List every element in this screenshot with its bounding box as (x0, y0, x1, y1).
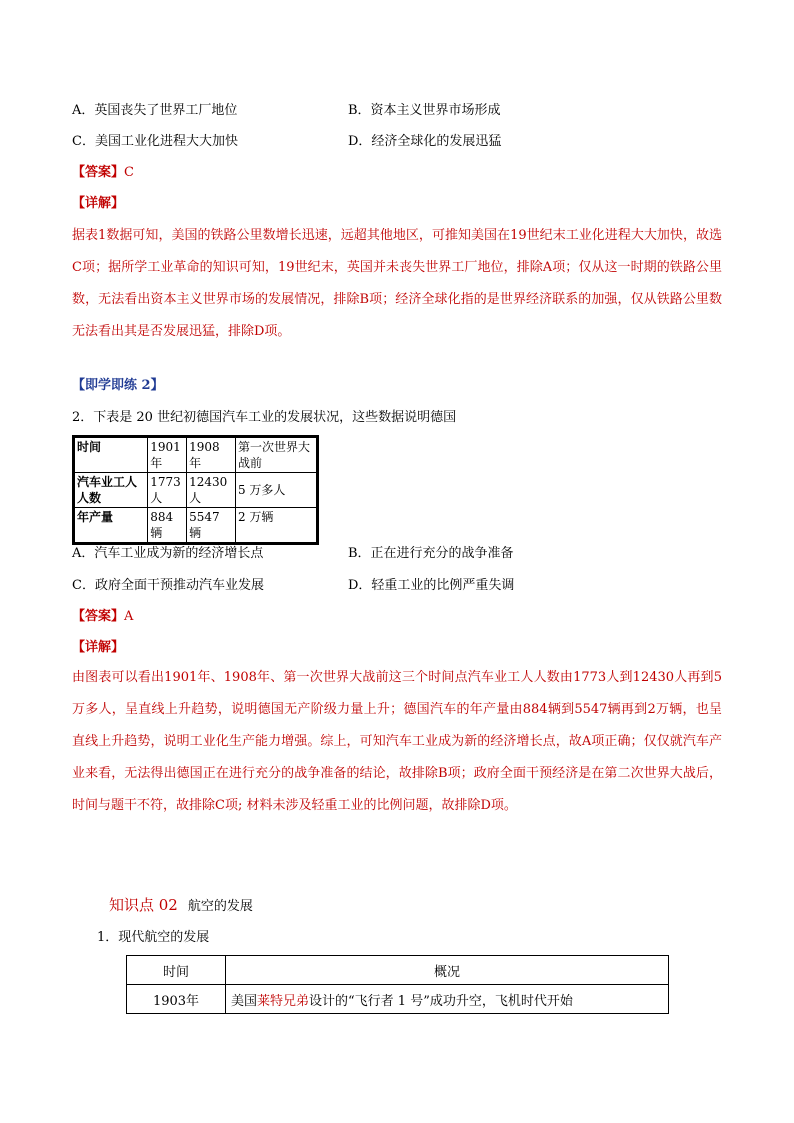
table-cell: 年产量 (74, 508, 148, 544)
highlighted-text: 莱特兄弟 (257, 993, 310, 1009)
table-cell: 汽车业工人人数 (74, 473, 148, 508)
cell-text: 设计的“飞行者 1 号”成功升空，飞机时代开始 (309, 993, 573, 1009)
q2-option-a: A．汽车工业成为新的经济增长点 (72, 546, 264, 561)
q2-question: 2．下表是 20 世纪初德国汽车工业的发展状况，这些数据说明德国 (72, 410, 457, 425)
q2-option-c: C．政府全面干预推动汽车业发展 (72, 578, 264, 593)
table-row (74, 437, 318, 473)
section-subheading: 1．现代航空的发展 (97, 930, 210, 945)
table-row (74, 473, 318, 508)
q1-detail-label: 【详解】 (72, 196, 125, 211)
table-row (74, 508, 318, 544)
aviation-table (126, 955, 669, 1014)
q2-practice-label: 【即学即练 2】 (72, 378, 164, 393)
q1-answer-value: C (124, 165, 134, 180)
table-cell: 5 万多人 (235, 473, 317, 508)
knowledge-point-title: 航空的发展 (187, 899, 253, 914)
table-cell: 1903年 (127, 985, 226, 1014)
table-row (127, 956, 669, 985)
table-header-cell: 时间 (127, 956, 226, 985)
q1-explanation: 据表1数据可知，美国的铁路公里数增长迅速，远超其他地区，可推知美国在19世纪末工业化进程大大加快，故选C项；据所学工业革命的知识可知，19世纪末，英国并未丧失世界工厂地位，排除A项；仅从这一时期的铁路公里数，无法看出资本主义世界市场的发展情况，排除B项；经济全球化指的是世界经济联系的加强，仅从铁路公里数无法看出其是否发展迅猛，排除D项。 (72, 228, 722, 339)
q2-answer-value: A (124, 609, 134, 624)
table-cell: 1773人 (148, 473, 187, 508)
knowledge-point-number: 知识点 02 (109, 896, 178, 914)
q1-option-b: B．资本主义世界市场形成 (348, 103, 501, 118)
q2-data-table (72, 435, 319, 545)
q2-explanation: 由图表可以看出1901年、1908年、第一次世界大战前这三个时间点汽车业工人人数由1773人到12430人再到5万多人，呈直线上升趋势，说明德国无产阶级力量上升；德国汽车的年产量由884辆到5547辆再到2万辆，也呈直线上升趋势，说明工业化生产能力增强。综上，可知汽车工业成为新的经济增长点，故A项正确；仅仅就汽车产业来看，无法得出德国正在进行充分的战争准备的结论，故排除B项；政府全面干预经济是在第二次世界大战后，时间与题干不符，故排除C项; 材料未涉及轻重工业的比例问题，故排除D项。 (72, 670, 722, 813)
q2-detail-label: 【详解】 (72, 640, 125, 655)
table-header-cell: 第一次世界大战前 (235, 437, 317, 473)
table-header-cell: 1908 年 (187, 437, 236, 473)
knowledge-point-heading (109, 895, 253, 917)
q2-answer-label: 【答案】 (72, 609, 125, 624)
q1-option-a: A．英国丧失了世界工厂地位 (72, 103, 238, 118)
q1-answer-label: 【答案】 (72, 165, 125, 180)
table-cell: 884 辆 (148, 508, 187, 544)
q1-option-c: C．美国工业化进程大大加快 (72, 134, 238, 149)
table-row (127, 985, 669, 1014)
cell-text: 美国 (231, 993, 258, 1009)
q2-answer (72, 608, 133, 626)
table-header-cell: 1901年 (148, 437, 187, 473)
table-cell (226, 985, 669, 1014)
table-header-cell: 概况 (226, 956, 669, 985)
table-cell: 12430人 (187, 473, 236, 508)
table-header-cell: 时间 (74, 437, 148, 473)
table-cell: 2 万辆 (235, 508, 317, 544)
q1-option-d: D．经济全球化的发展迅猛 (348, 134, 502, 149)
table-cell: 5547 辆 (187, 508, 236, 544)
q2-option-d: D．轻重工业的比例严重失调 (348, 578, 515, 593)
q2-option-b: B．正在进行充分的战争准备 (348, 546, 514, 561)
q1-answer (72, 164, 134, 182)
